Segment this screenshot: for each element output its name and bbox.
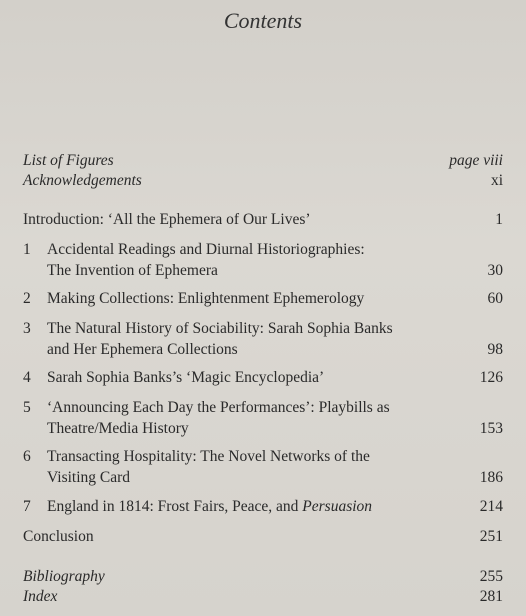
chapter-number: 7 bbox=[23, 498, 31, 515]
entry-line-2: and Her Ephemera Collections bbox=[47, 341, 238, 358]
entry-line-1: The Natural History of Sociability: Sarah Sophia Banks bbox=[47, 320, 393, 337]
chapter-number: 1 bbox=[23, 241, 31, 258]
entry-line-1: ‘Announcing Each Day the Performances’: Playbills as bbox=[47, 399, 390, 416]
entry-page: page viii bbox=[449, 152, 503, 169]
entry-label bbox=[47, 496, 372, 517]
entry-label bbox=[47, 397, 390, 439]
entry-page: 153 bbox=[479, 420, 503, 437]
chapter-number: 2 bbox=[23, 290, 31, 307]
entry-page: 251 bbox=[479, 528, 503, 545]
toc-entry-chapter-1[interactable] bbox=[23, 239, 503, 281]
toc-entry-chapter-6[interactable] bbox=[23, 446, 503, 488]
entry-label bbox=[47, 318, 393, 360]
entry-page: 1 bbox=[495, 211, 503, 228]
entry-line-1: Accidental Readings and Diurnal Historiographies: bbox=[47, 241, 365, 258]
entry-label: Index bbox=[23, 588, 58, 605]
entry-label: Introduction: ‘All the Ephemera of Our Lives’ bbox=[23, 211, 311, 228]
entry-label: Conclusion bbox=[23, 528, 94, 545]
entry-page: 186 bbox=[479, 469, 503, 486]
entry-line-2: The Invention of Ephemera bbox=[47, 262, 218, 279]
entry-page: 281 bbox=[479, 588, 503, 605]
entry-label: List of Figures bbox=[23, 152, 114, 169]
toc-entry-chapter-3[interactable] bbox=[23, 318, 503, 360]
chapter-number: 3 bbox=[23, 320, 31, 337]
entry-page: xi bbox=[490, 172, 503, 189]
toc-entry-chapter-5[interactable] bbox=[23, 397, 503, 439]
page-title: Contents bbox=[223, 8, 303, 33]
chapter-number: 6 bbox=[23, 448, 31, 465]
chapter-number: 5 bbox=[23, 399, 31, 416]
entry-line-2: Visiting Card bbox=[47, 469, 131, 486]
entry-page: 30 bbox=[487, 262, 503, 279]
entry-label bbox=[47, 239, 365, 281]
entry-label bbox=[47, 446, 370, 488]
entry-page: 255 bbox=[479, 568, 503, 585]
chapter-number: 4 bbox=[23, 369, 31, 386]
entry-label-part-1: England in 1814: Frost Fairs, Peace, and bbox=[47, 498, 303, 515]
entry-page: 126 bbox=[479, 369, 503, 386]
entry-label-italic-title: Persuasion bbox=[302, 498, 373, 515]
entry-label: Acknowledgements bbox=[23, 172, 142, 189]
entry-page: 60 bbox=[487, 290, 503, 307]
entry-label: Sarah Sophia Banks’s ‘Magic Encyclopedia’ bbox=[47, 369, 325, 386]
entry-label: Bibliography bbox=[23, 568, 105, 585]
entry-line-1: Transacting Hospitality: The Novel Networks of the bbox=[47, 448, 370, 465]
entry-line-2: Theatre/Media History bbox=[47, 420, 189, 437]
entry-page: 214 bbox=[479, 498, 503, 515]
entry-label: Making Collections: Enlightenment Ephemerology bbox=[47, 290, 365, 307]
entry-page: 98 bbox=[487, 341, 503, 358]
